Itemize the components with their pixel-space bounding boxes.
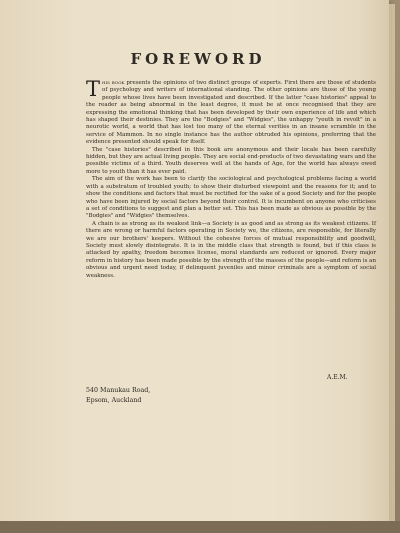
- page-stack-edge: [389, 4, 395, 524]
- table-surface: [0, 521, 400, 533]
- foreword-body: [86, 77, 376, 280]
- paragraph-1-text: presents the opinions of two distinct groups of experts. First there are those of students of psychology and writers of international standing. The other opinions are those of the young people whose lives have been investigated and described. If the latter "case histories" appeal to the reader as being abnormal in the least degree, it must be at once recognised that they are expressing the emotional thinking that has been developed by their own experience of life and which has shaped their destinies. They are the "Bodgies" and "Widgies", the unhappy "youth in revolt" in a neurotic world, a world that has lost too many of the eternal verities in an insane scramble in the service of Mammon. In no single instance has the author obtruded his opinions, preferring that the evidence presented should speak for itself.: [86, 80, 376, 146]
- author-initials: A.E.M.: [327, 374, 348, 381]
- paragraph-4: A chain is as strong as its weakest link—a Society is as good and as strong as its weakest citizens. If there are wrong or harmful factors operating in Society we, the citizens, are responsible, for literally we are our brothers' keepers. Without the cohesive forces of mutual responsibility and goodwill, Society must slowly disintegrate. It is in the middle class that strength is found, but if this class is attacked by apathy, freedom becomes license, moral standards are reduced or ignored. Every major reform in history has been made possible by the strength of the masses of the people—and reform is an obvious and urgent need today, if delinquent juveniles and minor criminals are a symptom of social weakness.: [86, 220, 376, 279]
- address-line-1: 540 Manukau Road,: [86, 387, 151, 394]
- page-title: FOREWORD: [130, 50, 266, 68]
- paragraph-3: The aim of the work has been to clarify the sociological and psychological problems facing a world with a substratum of troubled youth; to show their disturbed viewpoint and the reasons for it; and to show the conditions and factors that must be rectified for the sake of a good Society and for the people who have been injured by social factors beyond their control. It is incumbent on anyone who criticises a set of conditions to suggest and plan a better set. This has been made as obvious as possible by the "Bodgies" and "Widgies" themselves.: [86, 176, 376, 220]
- author-address: [86, 386, 150, 406]
- paragraph-1-lead: his book: [102, 80, 125, 86]
- address-line-2: Epsom, Auckland: [86, 397, 142, 404]
- drop-cap: T: [86, 77, 101, 101]
- paragraph-2: The "case histories" described in this book are anonymous and their locale has been carefully hidden, but they are actual living people. They are social end-products of two devastating wars and the possible victims of a third. Youth deserves well at the hands of Age, for the world has always owed more to youth than it has ever paid.: [86, 146, 376, 175]
- paragraph-1: [86, 77, 376, 147]
